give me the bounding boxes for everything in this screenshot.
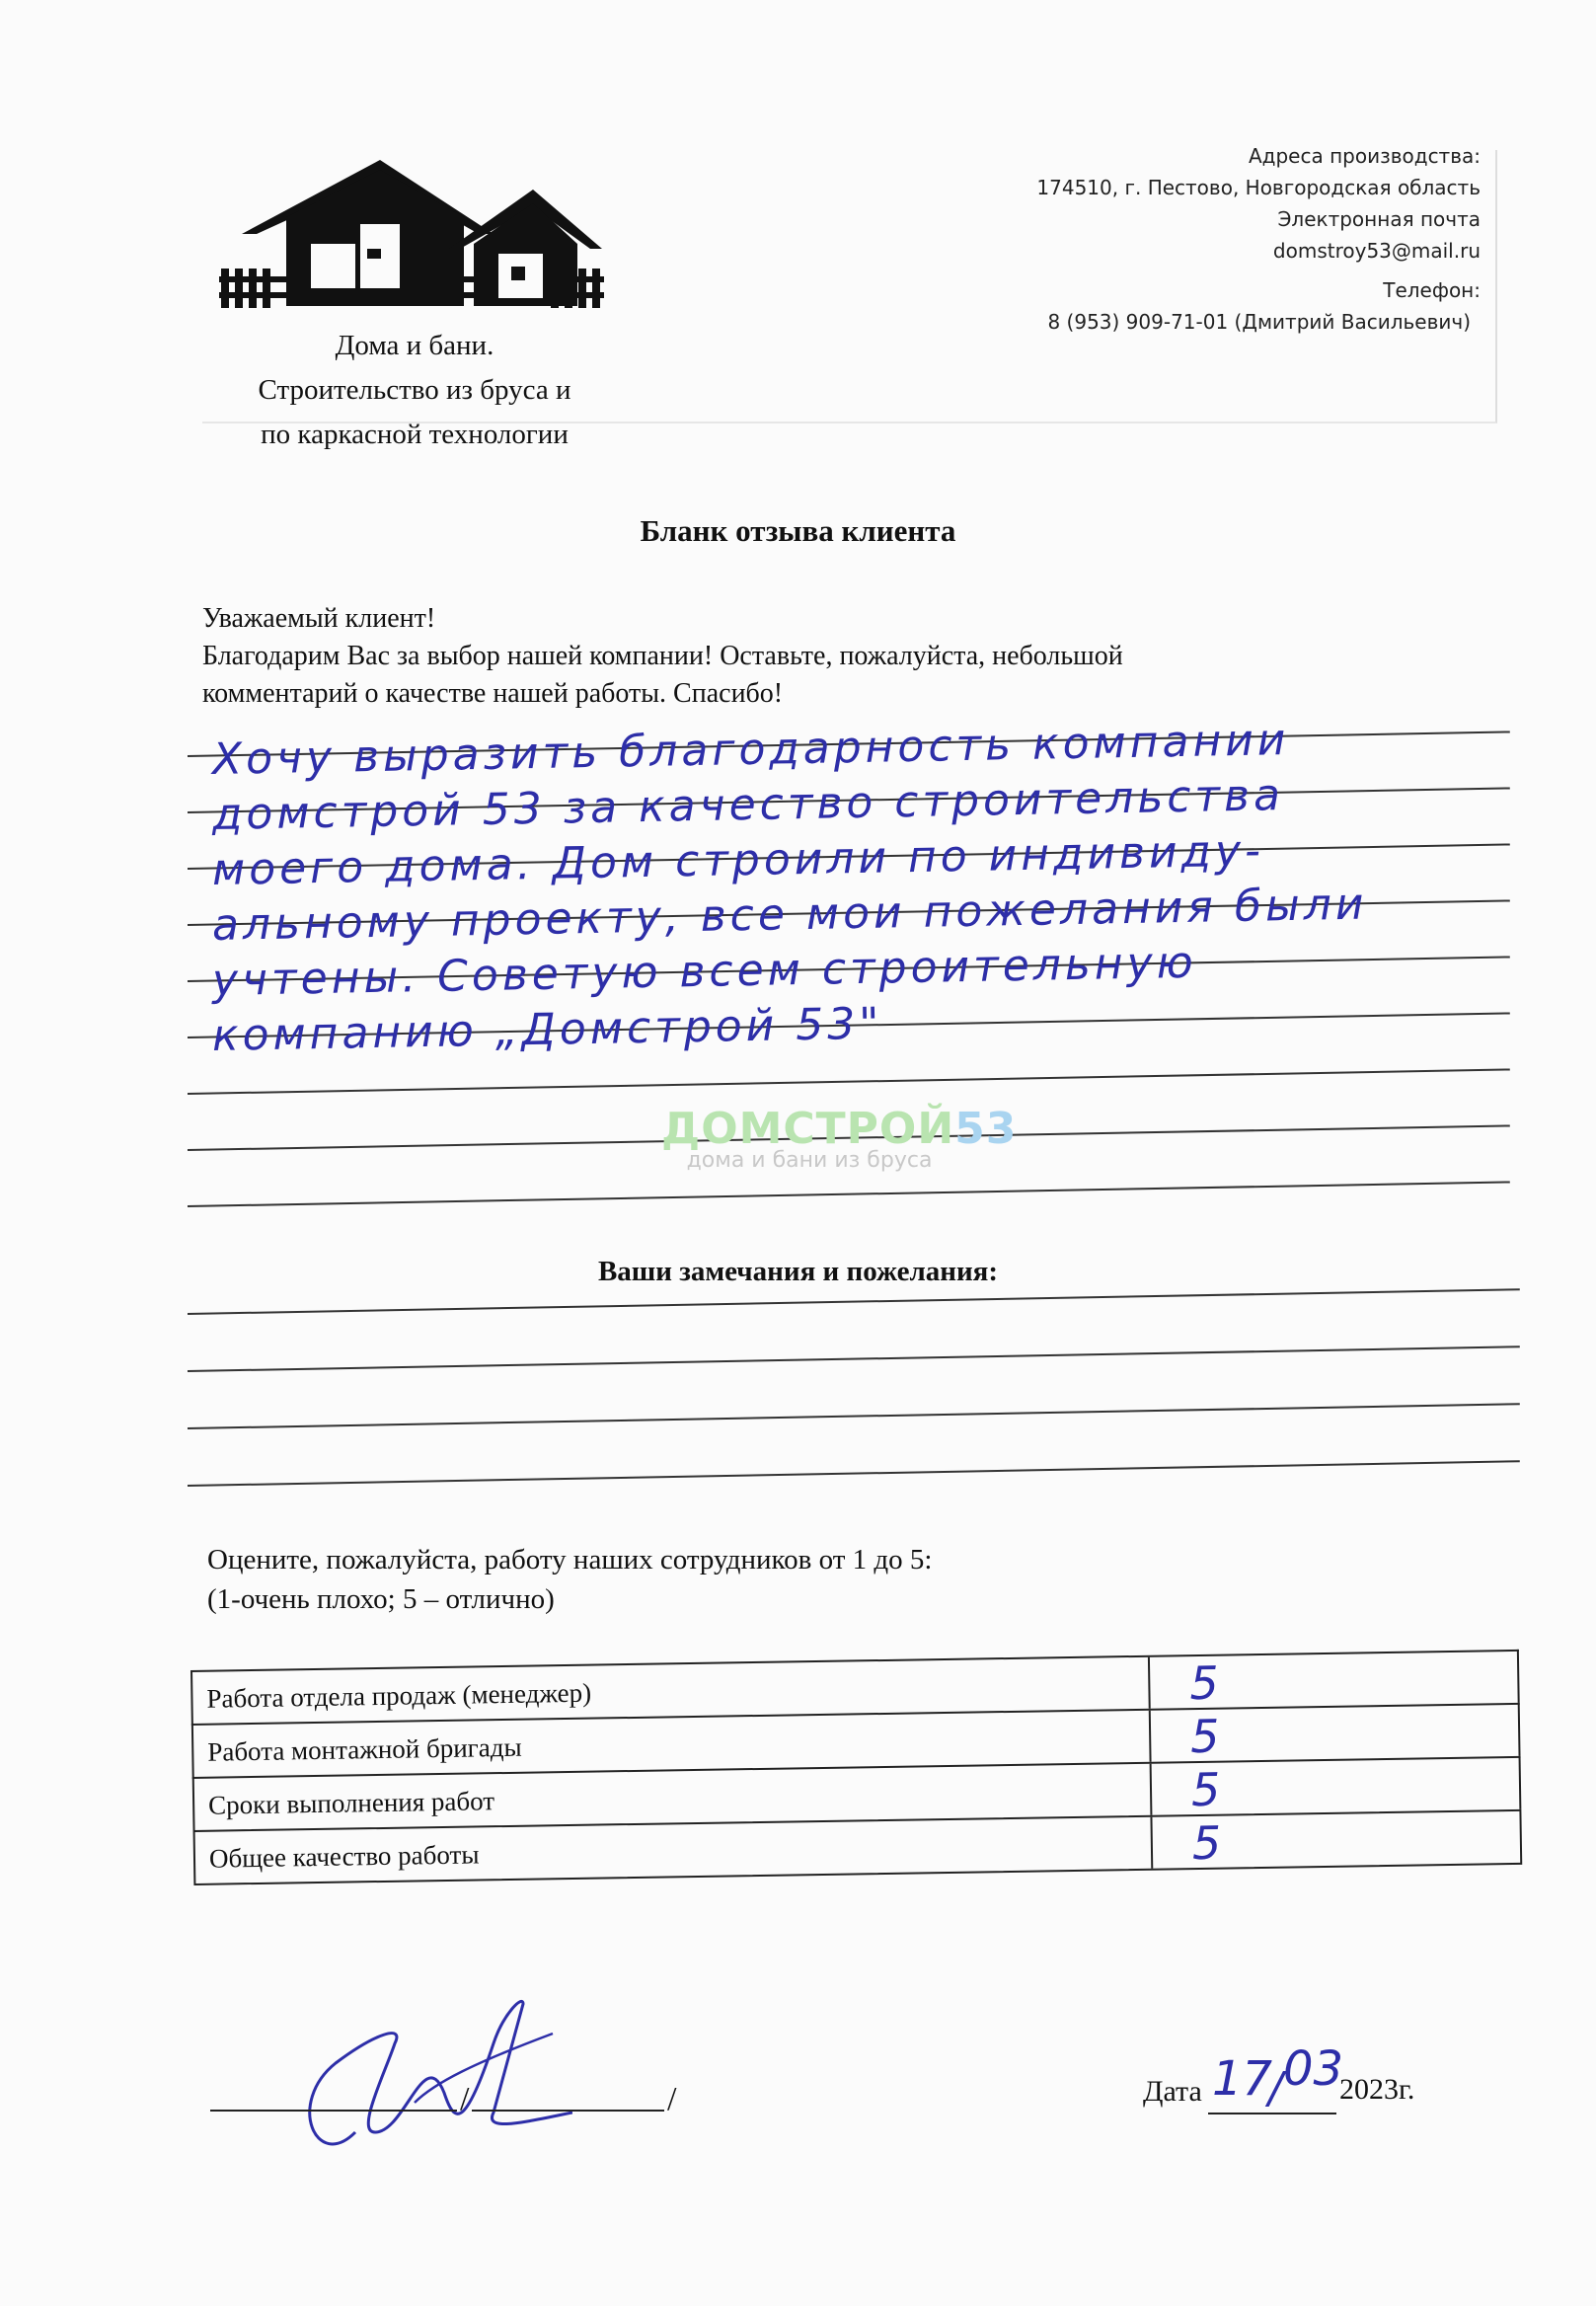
company-tagline	[207, 324, 622, 457]
form-title: Бланк отзыва клиента	[640, 513, 956, 548]
comment-line: домстрой 53 за качество строительства	[211, 770, 1285, 840]
address: 174510, г. Пестово, Новгородская область	[1036, 176, 1481, 199]
phone-label: Телефон:	[1383, 278, 1481, 302]
watermark-brand-word: ДОМСТРОЙ	[661, 1104, 955, 1154]
slash: /	[667, 2081, 677, 2117]
ruled-line	[188, 1345, 1520, 1372]
handwritten-comment	[211, 715, 1505, 1064]
ruled-line	[188, 1181, 1510, 1207]
date-month: 03	[1283, 2041, 1344, 2097]
signature-scribble-icon	[296, 1984, 572, 2182]
name-line	[472, 2110, 664, 2112]
ruled-line	[188, 1403, 1520, 1429]
rating-score: 5	[1191, 1815, 1222, 1871]
ruled-line	[188, 1068, 1510, 1095]
date-year: 2023г.	[1339, 2073, 1415, 2106]
watermark-brand-number: 53	[954, 1104, 1018, 1154]
remarks-title: Ваши замечания и пожелания:	[597, 1256, 999, 1287]
rating-label: Работа отдела продаж (менеджер)	[206, 1677, 592, 1714]
rating-table	[190, 1650, 1522, 1885]
comment-line: моего дома. Дом строили по индивиду-	[211, 825, 1265, 895]
watermark-brand	[661, 1104, 1018, 1154]
rating-intro-line: (1-очень плохо; 5 – отлично)	[207, 1583, 555, 1615]
tagline-line: Строительство из бруса и	[258, 374, 571, 406]
comment-line: компанию „Домстрой 53"	[211, 998, 883, 1061]
rating-instructions	[207, 1540, 1392, 1619]
intro-line: Уважаемый клиент!	[202, 603, 436, 634]
comment-line: альному проекту, все мои пожелания были	[211, 879, 1368, 951]
rating-score: 5	[1188, 1655, 1220, 1711]
contact-block	[849, 140, 1481, 338]
signature	[296, 1984, 572, 2182]
tagline-line: по каркасной технологии	[261, 419, 569, 450]
rating-score: 5	[1189, 1709, 1220, 1764]
ruled-line	[188, 1460, 1520, 1487]
houses-logo-icon	[207, 150, 612, 318]
column-divider	[1148, 1657, 1151, 1709]
column-divider	[1150, 1817, 1153, 1869]
intro-line: Благодарим Вас за выбор нашей компании! Оставьте, пожалуйста, небольшой	[202, 641, 1123, 671]
signature-line	[210, 2110, 457, 2112]
email-label: Электронная почта	[1277, 207, 1481, 231]
rating-label: Сроки выполнения работ	[207, 1786, 495, 1820]
email: domstroy53@mail.ru	[1272, 239, 1481, 263]
comment-line: Хочу выразить благодарность компании	[211, 715, 1290, 785]
intro-line: комментарий о качестве нашей работы. Спасибо!	[202, 678, 784, 709]
rating-score: 5	[1190, 1762, 1221, 1817]
rating-label: Работа монтажной бригады	[207, 1731, 522, 1767]
tagline-line: Дома и бани.	[335, 330, 494, 361]
phone: 8 (953) 909-71-01 (Дмитрий Васильевич)	[1047, 310, 1471, 334]
comment-line: учтены. Советую всем строительную	[211, 937, 1198, 1006]
rating-intro-line: Оцените, пожалуйста, работу наших сотрудников от 1 до 5:	[207, 1544, 933, 1576]
watermark	[661, 1104, 1018, 1173]
ruled-line	[188, 1288, 1520, 1315]
date-separator: /	[1268, 2063, 1283, 2114]
rating-label: Общее качество работы	[208, 1839, 480, 1874]
intro-text	[202, 600, 1387, 713]
watermark-subtitle: дома и бани из бруса	[686, 1148, 933, 1173]
column-divider	[1150, 1764, 1153, 1815]
column-divider	[1149, 1711, 1152, 1762]
address-label: Адреса производства:	[1248, 144, 1481, 168]
date-label: Дата	[1143, 2075, 1202, 2108]
date-day: 17	[1212, 2051, 1273, 2107]
slash: /	[460, 2081, 470, 2117]
